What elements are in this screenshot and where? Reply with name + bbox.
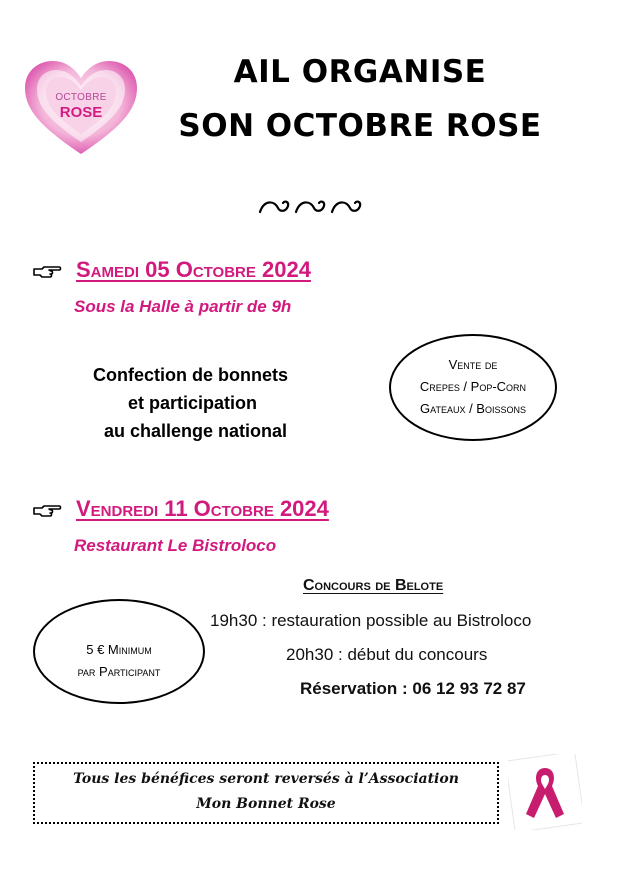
contest-title: Concours de Belote [303,577,444,594]
event1-activity-line: au challenge national [104,421,288,441]
page-title-line2: SON OCTOBRE ROSE [178,108,542,144]
event2-location: Restaurant Le Bistroloco [74,536,277,555]
event1-date: Samedi 05 Octobre 2024 [76,257,311,282]
pointing-hand-icon [32,503,62,519]
logo-text-octobre: OCTOBRE [55,92,107,103]
pointing-hand-icon [32,264,62,280]
ornament-icon [256,196,366,218]
event1-location: Sous la Halle à partir de 9h [74,297,292,316]
event2-date: Vendredi 11 Octobre 2024 [76,496,329,521]
sales-oval-text: Gateaux / Boissons [420,401,526,416]
event1-activity-line: et participation [128,393,258,413]
schedule-line: 19h30 : restauration possible au Bistroloco [210,611,532,630]
price-oval-text: 5 € Minimum [86,642,152,657]
price-oval-text: par Participant [77,664,161,679]
pink-ribbon-icon [508,754,582,830]
footer-text-line2: Mon Bonnet Rose [196,796,336,812]
footer-text-line1: Tous les bénéfices seront reversés à l’Association [73,771,459,787]
event1-activity-line: Confection de bonnets [93,365,288,385]
reservation-line: Réservation : 06 12 93 72 87 [300,679,526,698]
sales-oval-text: Vente de [448,357,498,372]
logo-text-rose: ROSE [59,104,103,121]
schedule-line: 20h30 : début du concours [286,645,488,664]
page-title-line1: AIL ORGANISE [233,54,487,90]
sales-oval-text: Crepes / Pop-Corn [419,379,527,394]
